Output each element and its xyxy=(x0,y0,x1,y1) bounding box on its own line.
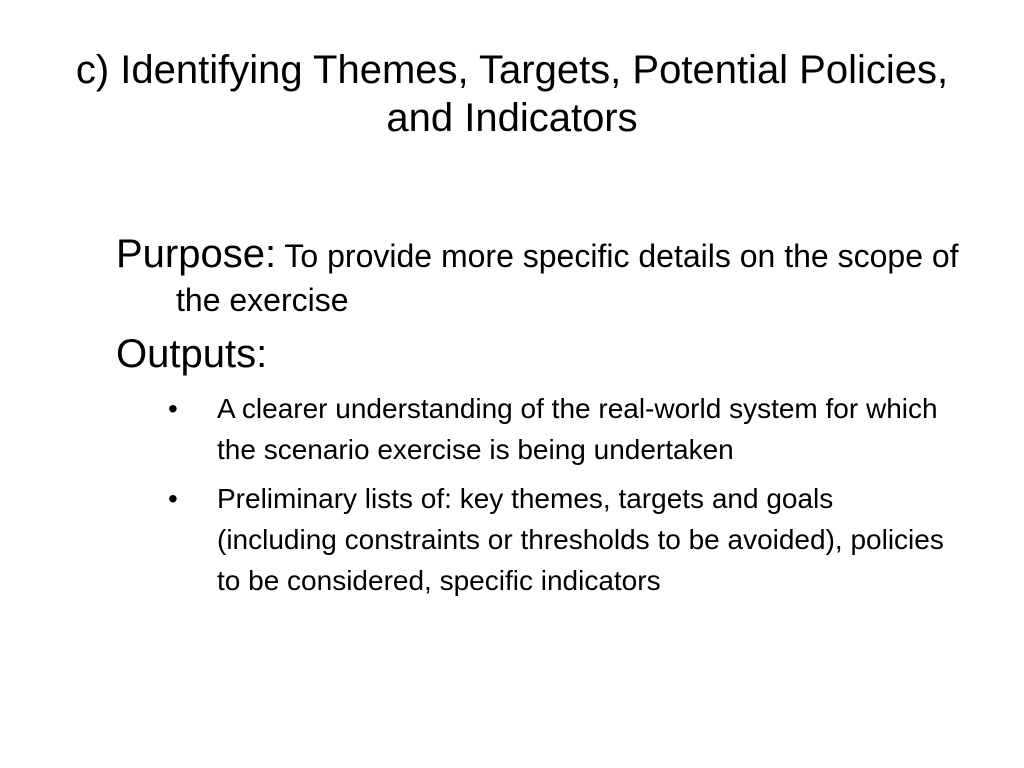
list-item xyxy=(116,388,957,470)
bullet-icon: • xyxy=(168,483,178,514)
purpose-text: To provide more specific details on the scope of the exercise xyxy=(176,238,959,318)
list-item-text: Preliminary lists of: key themes, targets and goals (including constraints or thresholds to be avoided), policies to be considered, specific indicators xyxy=(217,483,944,596)
outputs-label: Outputs: xyxy=(116,332,268,376)
bullet-icon: • xyxy=(168,393,178,424)
outputs-list xyxy=(116,388,966,601)
list-item xyxy=(116,478,957,601)
slide-title: c) Identifying Themes, Targets, Potential Policies, and Indicators xyxy=(75,48,949,140)
slide-body xyxy=(116,232,966,609)
list-item-text: A clearer understanding of the real-world system for which the scenario exercise is being undertaken xyxy=(217,393,938,465)
purpose-label: Purpose: xyxy=(116,232,277,276)
purpose-paragraph xyxy=(116,232,966,322)
